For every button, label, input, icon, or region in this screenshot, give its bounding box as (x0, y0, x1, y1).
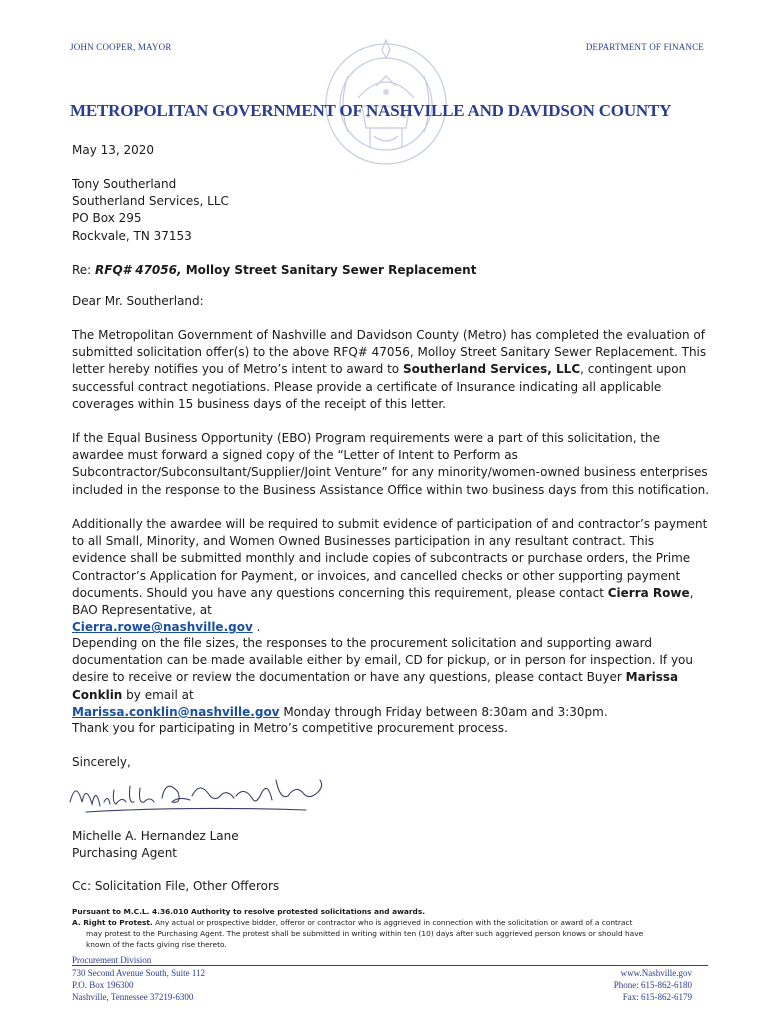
protest-item-line1: Any actual or prospective bidder, offeror or contractor who is aggrieved in connection with the solicitation or award of a contract (152, 918, 633, 927)
awardee-name: Southerland Services, LLC (402, 362, 581, 377)
protest-item-line3: known of the facts giving rise thereto. (86, 940, 227, 949)
p1-text-a: The Metropolitan Government of Nashville and Davidson County (Metro) has completed the evaluation of submitted solicitation offer(s) to the above RFQ# 47056, Molloy Street Sanitary Sewer Replacement. This letter hereby notifies you of Metro’s intent to award to (72, 328, 707, 377)
closing-line: Sincerely, (72, 755, 131, 769)
recipient-po-box: PO Box 295 (72, 211, 142, 226)
p1-text-b: , contingent upon successful contract negotiations. Please provide a certificate of Insurance indicating all applicable coverages within 15 business days of the receipt of this letter. (72, 362, 687, 411)
footer-fax: Fax: 615-862-6179 (622, 992, 692, 1002)
paragraph-participation (72, 516, 712, 636)
footer-website: www.Nashville.gov (620, 968, 692, 978)
mayor-label: JOHN COOPER, MAYOR (70, 42, 172, 52)
handwritten-signature (66, 772, 328, 822)
p3-text-c: . (252, 620, 261, 635)
p3-text-b: , BAO Representative, at (72, 585, 694, 618)
organization-title: METROPOLITAN GOVERNMENT OF NASHVILLE AND DAVIDSON COUNTY (70, 101, 672, 120)
recipient-address (72, 176, 712, 245)
signer-name: Michelle A. Hernandez Lane (72, 829, 239, 843)
footer-phone: Phone: 615-862-6180 (613, 980, 692, 990)
footer-address-line3: Nashville, Tennessee 37219-6300 (72, 992, 194, 1002)
signer-block (72, 828, 712, 862)
footer-address-line2: P.O. Box 196300 (72, 980, 134, 990)
salutation: Dear Mr. Southerland: (72, 294, 204, 308)
re-subject: Molloy Street Sanitary Sewer Replacement (181, 263, 477, 277)
paragraph-documentation (72, 635, 712, 721)
p4-text-b: by email at (122, 687, 194, 702)
signer-title: Purchasing Agent (72, 846, 177, 861)
paragraph-award-notice (72, 327, 712, 413)
bao-contact-name: Cierra Rowe (607, 585, 690, 600)
footer-contact (614, 967, 692, 1003)
cc-line: Cc: Solicitation File, Other Offerors (72, 879, 280, 893)
recipient-name: Tony Southerland (72, 177, 177, 191)
footer-address (72, 967, 205, 1003)
re-rfq: RFQ# 47056, (95, 263, 182, 277)
recipient-company: Southerland Services, LLC (72, 194, 229, 209)
buyer-contact-name: Marissa Conklin (72, 670, 679, 702)
paragraph-ebo: If the Equal Business Opportunity (EBO) Program requirements were a part of this solicitation, the awardee must forward a signed copy of the “Letter of Intent to Perform as Subcontractor/Subconsultant/Supplier/Joint Venture” for any minority/women-owned business enterprises included in the response to the Business Assistance Office within two business days from this notification. (72, 431, 710, 497)
footer-divider (72, 965, 708, 966)
p4-text-c: Monday through Friday between 8:30am and 3:30pm. (279, 704, 608, 719)
subject-line (72, 262, 712, 279)
buyer-email-link[interactable]: Marissa.conklin@nashville.gov (72, 704, 280, 719)
protest-item-line2: may protest to the Purchasing Agent. The protest shall be submitted in writing within ten (10) days after such aggrieved person knows or should have (86, 929, 644, 938)
footer-address-line1: 730 Second Avenue South, Suite 112 (72, 968, 205, 978)
protest-item (72, 917, 712, 950)
re-prefix: Re: (72, 263, 96, 277)
footer-division: Procurement Division (72, 955, 152, 965)
thanks-line: Thank you for participating in Metro’s competitive procurement process. (72, 721, 508, 735)
letter-date: May 13, 2020 (72, 143, 155, 157)
bao-email-link[interactable]: Cierra.rowe@nashville.gov (72, 620, 253, 635)
protest-item-label: A. Right to Protest. (72, 918, 153, 927)
p4-text-a: Depending on the file sizes, the responses to the procurement solicitation and supporting award documentation can be made available either by email, CD for pickup, or in person for inspection. If you desire to receive or review the documentation or have any questions, please contact Buyer (72, 636, 693, 685)
department-label: DEPARTMENT OF FINANCE (585, 42, 704, 52)
recipient-city-state: Rockvale, TN 37153 (72, 228, 192, 243)
protest-heading: Pursuant to M.C.L. 4.36.010 Authority to resolve protested solicitations and awards. (72, 907, 426, 916)
p3-text-a: Additionally the awardee will be required to submit evidence of participation of and contractor’s payment to all Small, Minority, and Women Owned Businesses participation in any resultant contract. This evidence shall be submitted monthly and include copies of subcontracts or purchase orders, the Prime Contractor’s Application for Payment, or invoices, and cancelled checks or other supporting payment documents. Should you have any questions concerning this requirement, please contact (72, 517, 708, 600)
